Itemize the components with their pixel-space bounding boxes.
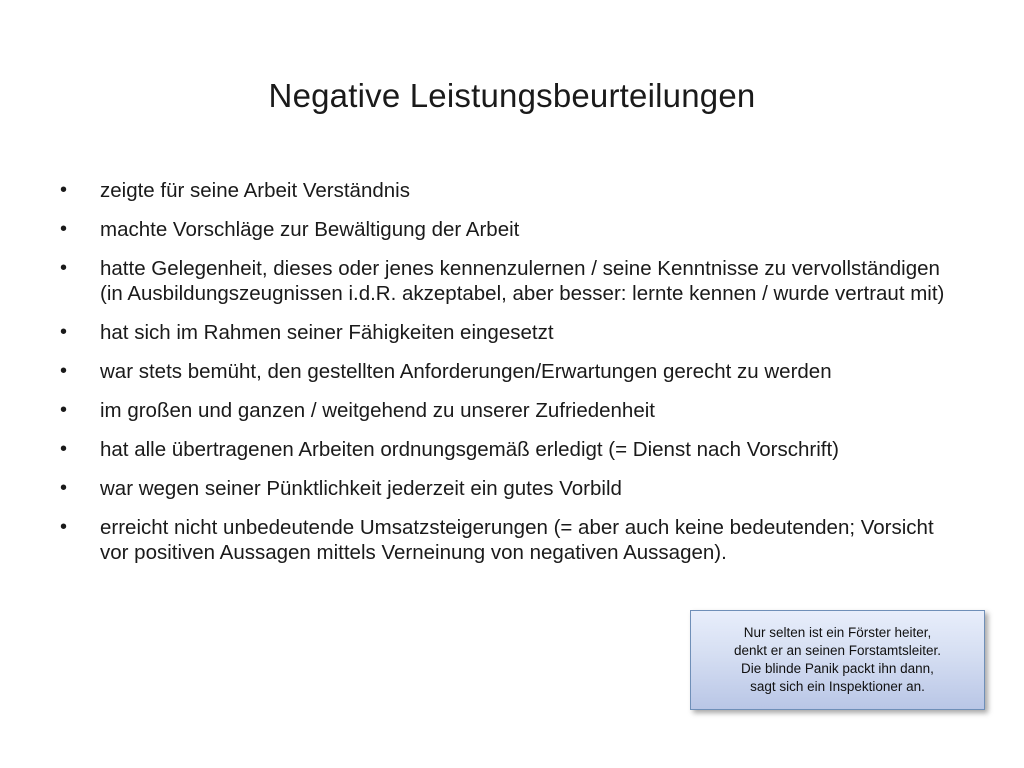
bullet-text: erreicht nicht unbedeutende Umsatzsteigerungen (= aber auch keine bedeutenden; Vorsicht vor positiven Aussagen mittels Verneinung von negativen Aussagen). bbox=[100, 516, 934, 564]
bullet-item bbox=[58, 178, 958, 203]
note-line: Nur selten ist ein Förster heiter, bbox=[743, 625, 932, 640]
note-line: denkt er an seinen Forstamtsleiter. bbox=[733, 643, 942, 658]
bullet-item bbox=[58, 217, 958, 242]
bullet-text: hat alle übertragenen Arbeiten ordnungsgemäß erledigt (= Dienst nach Vorschrift) bbox=[100, 438, 840, 461]
bullet-dot: • bbox=[60, 360, 68, 382]
bullet-text: machte Vorschläge zur Bewältigung der Arbeit bbox=[100, 218, 520, 241]
bullet-dot: • bbox=[60, 321, 68, 343]
bullet-text: hatte Gelegenheit, dieses oder jenes kennenzulernen / seine Kenntnisse zu vervollständigen (in Ausbildungszeugnissen i.d.R. akzeptabel, aber besser: lernte kennen / wurde vertraut mit) bbox=[100, 257, 945, 305]
bullet-text: im großen und ganzen / weitgehend zu unserer Zufriedenheit bbox=[100, 399, 655, 422]
bullet-text: hat sich im Rahmen seiner Fähigkeiten eingesetzt bbox=[100, 321, 554, 344]
bullet-dot: • bbox=[60, 438, 68, 460]
bullet-item bbox=[58, 476, 958, 501]
note-line: sagt sich ein Inspektioner an. bbox=[750, 679, 925, 694]
bullet-dot: • bbox=[60, 257, 68, 279]
bullet-item bbox=[58, 515, 958, 565]
bullet-item bbox=[58, 320, 958, 345]
bullet-text: war wegen seiner Pünktlichkeit jederzeit ein gutes Vorbild bbox=[100, 477, 622, 500]
bullet-item bbox=[58, 359, 958, 384]
bullet-dot: • bbox=[60, 399, 68, 421]
note-line: Die blinde Panik packt ihn dann, bbox=[741, 661, 934, 676]
bullet-dot: • bbox=[60, 179, 68, 201]
poem-note-box bbox=[690, 610, 985, 710]
bullet-dot: • bbox=[60, 218, 68, 240]
bullet-text: war stets bemüht, den gestellten Anforderungen/Erwartungen gerecht zu werden bbox=[100, 360, 832, 383]
bullet-list bbox=[58, 178, 958, 579]
bullet-dot: • bbox=[60, 516, 68, 538]
bullet-dot: • bbox=[60, 477, 68, 499]
bullet-text: zeigte für seine Arbeit Verständnis bbox=[100, 179, 410, 202]
bullet-item bbox=[58, 256, 958, 306]
bullet-item bbox=[58, 398, 958, 423]
slide-title: Negative Leistungsbeurteilungen bbox=[268, 77, 756, 114]
bullet-item bbox=[58, 437, 958, 462]
